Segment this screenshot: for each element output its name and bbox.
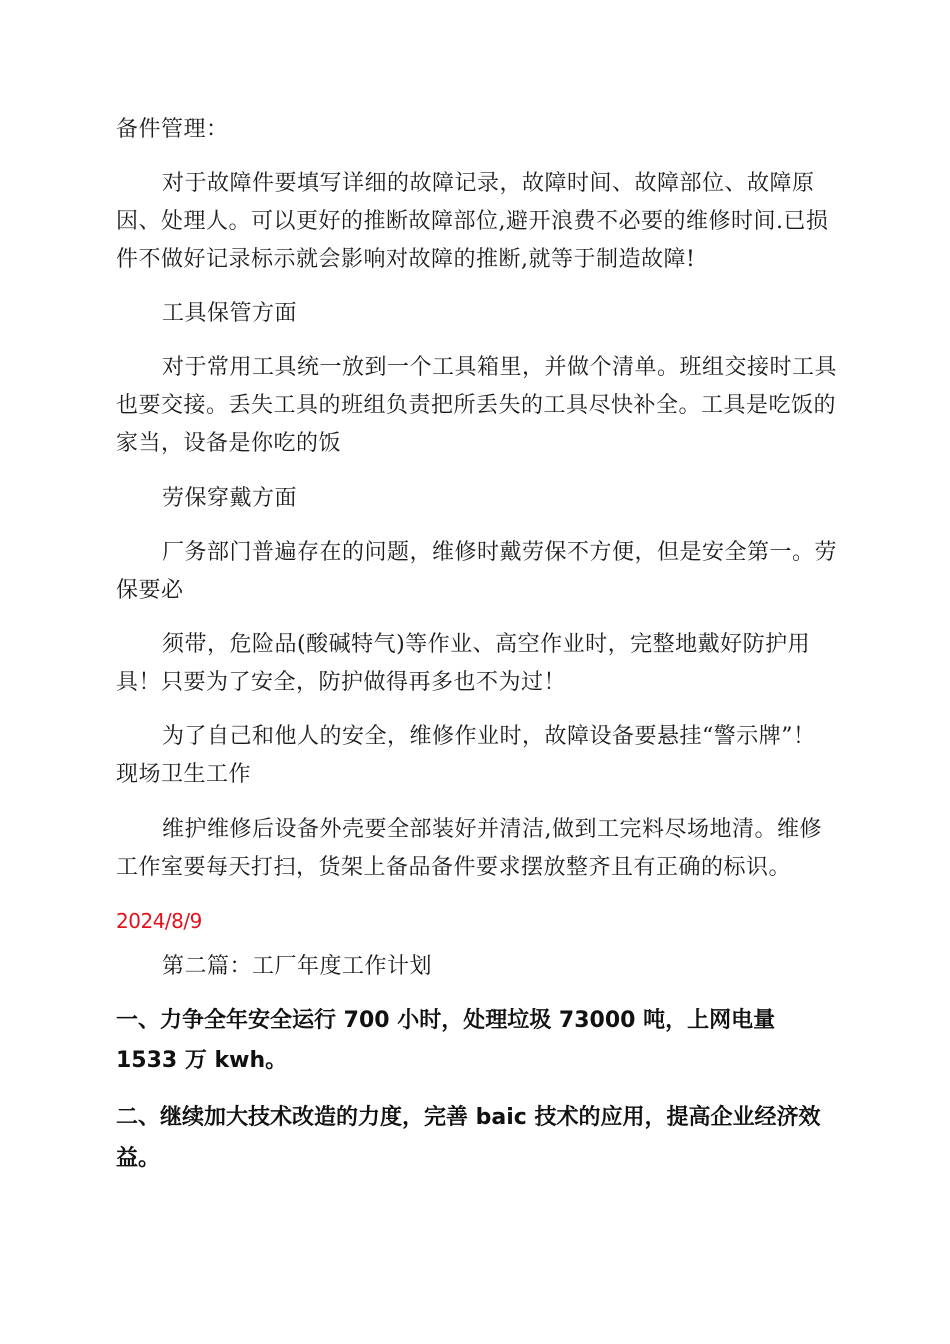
- heading-spare-parts: 备件管理：: [116, 117, 229, 142]
- plan-item-2: 二、继续加大技术改造的力度，完善 baic 技术的应用，提高企业经济效: [116, 1105, 821, 1130]
- paragraph-line: 因、处理人。可以更好的推断故障部位,避开浪费不必要的维修时间.已损: [116, 209, 829, 234]
- document-date: 2024/8/9: [116, 909, 202, 933]
- paragraph-line: 保要必: [116, 578, 184, 603]
- paragraph-line: 对于常用工具统一放到一个工具箱里，并做个清单。班组交接时工具: [162, 355, 838, 380]
- paragraph-line: 具！只要为了安全，防护做得再多也不为过！: [116, 670, 567, 695]
- paragraph-line: 也要交接。丢失工具的班组负责把所丢失的工具尽快补全。工具是吃饭的: [116, 393, 837, 418]
- paragraph-line: 为了自己和他人的安全，维修作业时，故障设备要悬挂“警示牌”！: [162, 724, 816, 749]
- section-title: 第二篇：工厂年度工作计划: [162, 954, 433, 979]
- paragraph-line: 须带，危险品(酸碱特气)等作业、高空作业时，完整地戴好防护用: [162, 632, 811, 657]
- plan-item-1-continued: 1533 万 kwh。: [116, 1048, 288, 1073]
- paragraph-line: 件不做好记录标示就会影响对故障的推断,就等于制造故障!: [116, 247, 696, 272]
- heading-protective-gear: 劳保穿戴方面: [162, 486, 298, 511]
- plan-item-2-continued: 益。: [116, 1146, 161, 1171]
- paragraph-line: 维护维修后设备外壳要全部装好并清洁,做到工完料尽场地清。维修: [162, 817, 822, 842]
- heading-tool-storage: 工具保管方面: [162, 301, 298, 326]
- plan-item-1: 一、力争全年安全运行 700 小时，处理垃圾 73000 吨，上网电量: [116, 1008, 776, 1033]
- heading-site-hygiene: 现场卫生工作: [116, 762, 252, 787]
- paragraph-line: 厂务部门普遍存在的问题，维修时戴劳保不方便，但是安全第一。劳: [162, 540, 838, 565]
- paragraph-line: 家当，设备是你吃的饭: [116, 431, 342, 456]
- paragraph-line: 工作室要每天打扫，货架上备品备件要求摆放整齐且有正确的标识。: [116, 855, 792, 880]
- paragraph-line: 对于故障件要填写详细的故障记录，故障时间、故障部位、故障原: [162, 171, 815, 196]
